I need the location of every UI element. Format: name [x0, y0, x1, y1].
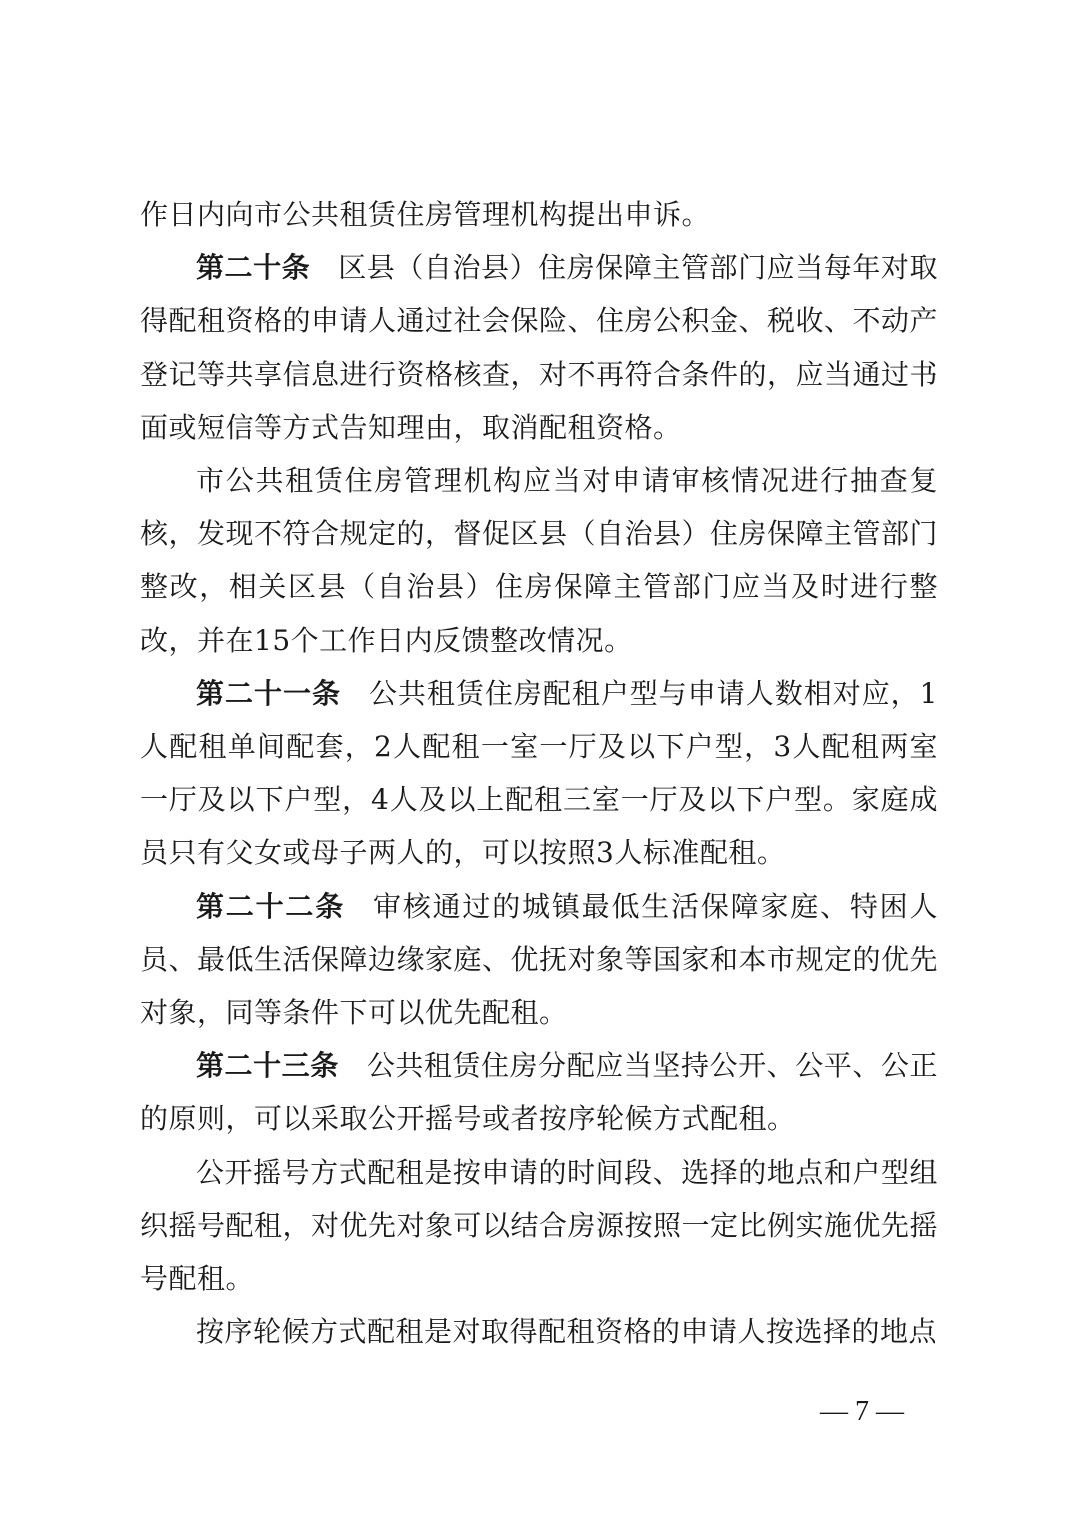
paragraph-article-21 — [140, 667, 938, 880]
paragraph-article-22 — [140, 880, 938, 1040]
paragraph-article-20 — [140, 241, 938, 454]
paragraph-text: 区县（自治县）住房保障主管部门应当每年对取得配租资格的申请人通过社会保险、住房公积金、税收、不动产登记等共享信息进行资格核查，对不再符合条件的，应当通过书面或短信等方式告知理由，取消配租资格。 — [140, 251, 939, 444]
paragraph-text: 公开摇号方式配租是按申请的时间段、选择的地点和户型组织摇号配租，对优先对象可以结合房源按照一定比例实施优先摇号配租。 — [140, 1155, 939, 1296]
paragraph-3 — [140, 454, 938, 667]
paragraph-8 — [140, 1305, 938, 1358]
paragraph-text: 市公共租赁住房管理机构应当对申请审核情况进行抽查复核，发现不符合规定的，督促区县（自治县）住房保障主管部门整改，相关区县（自治县）住房保障主管部门应当及时进行整改，并在15个工作日内反馈整改情况。 — [140, 464, 939, 657]
paragraph-article-23 — [140, 1039, 938, 1145]
paragraph-text: 公共租赁住房配租户型与申请人数相对应，1人配租单间配套，2人配租一室一厅及以下户型，3人配租两室一厅及以下户型，4人及以上配租三室一厅及以下户型。家庭成员只有父女或母子两人的，可以按照3人标准配租。 — [140, 676, 938, 870]
paragraph-1 — [140, 188, 938, 241]
paragraph-text: 公共租赁住房分配应当坚持公开、公平、公正的原则，可以采取公开摇号或者按序轮候方式配租。 — [140, 1049, 938, 1136]
article-heading: 第二十二条 — [196, 889, 346, 923]
paragraph-text: 作日内向市公共租赁住房管理机构提出申诉。 — [140, 198, 711, 231]
body-text — [140, 188, 938, 1358]
article-heading: 第二十三条 — [196, 1049, 339, 1083]
page-number: — 7 — — [820, 1396, 904, 1427]
paragraph-7 — [140, 1146, 938, 1306]
article-heading: 第二十条 — [196, 251, 311, 285]
paragraph-text: 按序轮候方式配租是对取得配租资格的申请人按选择的地点 — [196, 1315, 938, 1349]
paragraph-text: 审核通过的城镇最低生活保障家庭、特困人员、最低生活保障边缘家庭、优抚对象等国家和本市规定的优先对象，同等条件下可以优先配租。 — [140, 889, 939, 1030]
article-heading: 第二十一条 — [196, 676, 341, 710]
